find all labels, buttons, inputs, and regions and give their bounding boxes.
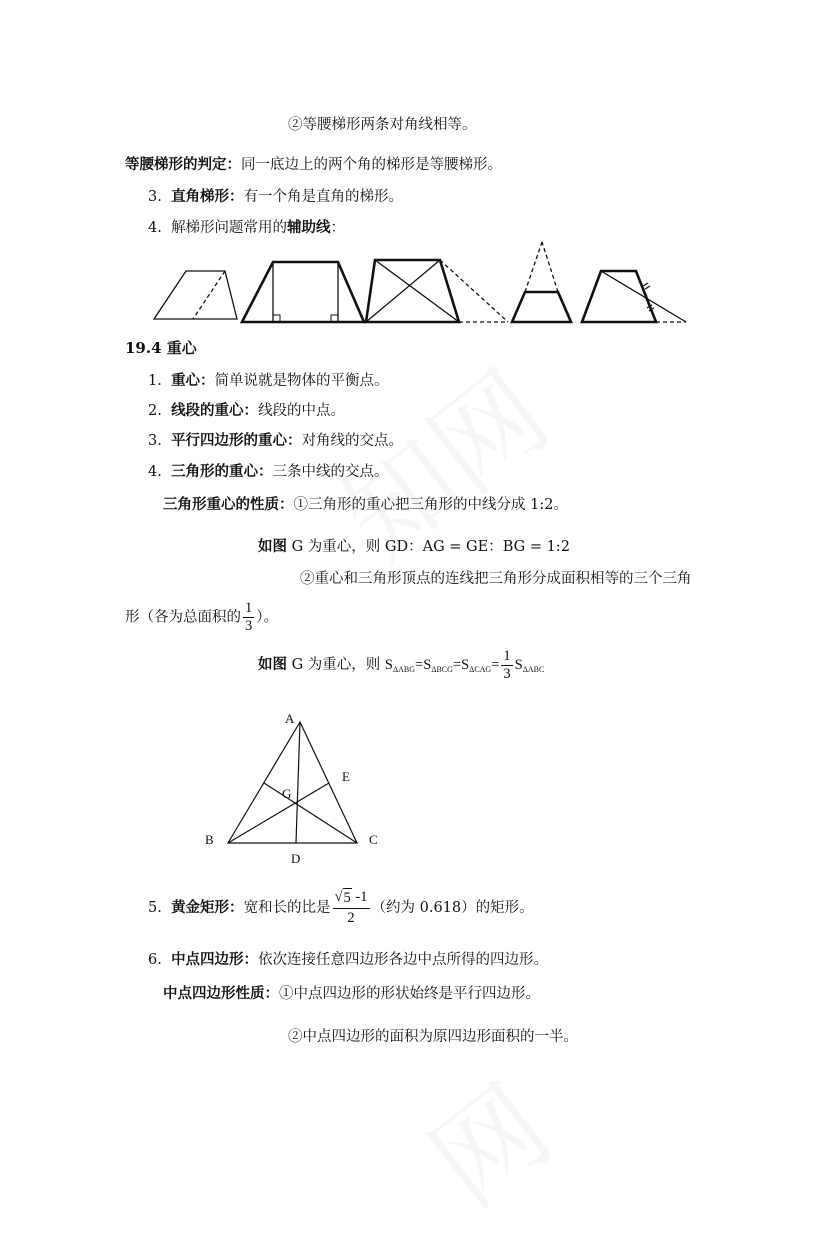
property-text: ）。 — [256, 609, 278, 626]
area-subscript: ΔBCG — [431, 665, 453, 674]
item-number: 4. — [148, 220, 162, 236]
fraction-denominator: 3 — [503, 666, 511, 683]
item-triangle-centroid — [148, 463, 389, 481]
item-centroid — [148, 372, 389, 390]
item-number: 3. — [148, 433, 162, 449]
item-label: 三角形的重心： — [171, 463, 273, 480]
equals-sign: = — [452, 657, 462, 673]
midpoint-property — [163, 985, 540, 1003]
label-c: C — [369, 832, 378, 847]
trapezoid-figures — [150, 240, 695, 332]
item-number: 2. — [148, 403, 162, 419]
item-label: 黄金矩形： — [171, 899, 244, 916]
property-text: ①中点四边形的形状始终是平行四边形。 — [279, 986, 540, 1002]
sqrt-five — [335, 888, 352, 908]
sqrt-radicand: 5 — [343, 890, 351, 906]
fraction-numerator: 1 — [503, 648, 511, 665]
label-e: E — [342, 769, 350, 784]
golden-ratio-fraction — [333, 888, 370, 928]
equals-sign: = — [491, 657, 500, 673]
isosceles-criterion — [125, 156, 502, 174]
area-subscript: ΔCAG — [469, 665, 492, 674]
item-number: 6. — [148, 952, 162, 968]
item-right-trapezoid — [148, 188, 403, 206]
item-number: 4. — [148, 464, 162, 480]
fraction-numerator: 1 — [245, 600, 253, 616]
centroid-property — [163, 496, 568, 514]
figure-note-label: 如图 — [258, 656, 287, 673]
property-text: 形（各为总面积的 — [125, 609, 241, 626]
figure-note-text: G 为重心，则 GD：AG = GE：BG = 1:2 — [287, 539, 570, 555]
item-text: 简单说就是物体的平衡点。 — [214, 373, 389, 389]
item-text: 对角线的交点。 — [301, 433, 404, 449]
label-d: D — [291, 851, 301, 866]
item-text: 有一个角是直角的梯形。 — [243, 189, 404, 205]
triangle-abc — [228, 722, 357, 843]
item-text: 解梯形问题常用的 — [171, 220, 288, 236]
golden-ratio-numerator — [333, 888, 370, 909]
area-symbol: S — [461, 657, 470, 673]
label-b: B — [205, 832, 214, 847]
item-auxiliary-lines — [148, 219, 345, 237]
property-area-continued — [125, 600, 278, 635]
item-number: 1. — [148, 373, 162, 389]
centroid-triangle-figure — [195, 705, 395, 870]
fraction-one-third — [243, 600, 254, 635]
isosceles-criterion-label: 等腰梯形的判定： — [125, 156, 241, 173]
area-subscript: ΔABC — [522, 665, 545, 674]
figure-diagonal-translation — [366, 260, 508, 322]
item-number: 5. — [148, 900, 162, 916]
item-label: 直角梯形： — [171, 188, 244, 205]
equals-sign: = — [415, 657, 424, 673]
figure-midpoint-extension — [582, 271, 686, 322]
item-colon: ： — [330, 220, 346, 236]
item-golden-rectangle — [148, 888, 534, 928]
line-isosceles-diagonals: ②等腰梯形两条对角线相等。 — [288, 117, 477, 133]
label-g: G — [282, 786, 292, 801]
midpoint-property-area: ②中点四边形的面积为原四边形面积的一半。 — [288, 1029, 578, 1045]
item-text: 宽和长的比是 — [243, 900, 331, 916]
figure-extend-legs — [512, 242, 571, 322]
area-symbol: S — [514, 657, 523, 673]
label-a: A — [285, 711, 295, 726]
item-text-tail: （约为 0.618）的矩形。 — [371, 900, 534, 916]
fraction-one-third — [501, 648, 512, 683]
item-number: 3. — [148, 189, 162, 205]
median-ad — [296, 722, 300, 843]
item-text: 线段的中点。 — [258, 403, 346, 419]
property-text: ①三角形的重心把三角形的中线分成 1:2。 — [293, 497, 568, 513]
section-title: 19.4 重心 — [125, 339, 197, 357]
item-label: 重心： — [171, 372, 215, 389]
area-formula — [384, 648, 545, 683]
item-text: 依次连接任意四边形各边中点所得的四边形。 — [258, 952, 549, 968]
item-parallelogram-centroid — [148, 432, 403, 450]
item-label: 线段的重心： — [171, 402, 259, 419]
item-label: 中点四边形： — [171, 951, 259, 968]
figure-parallel-translation — [154, 271, 237, 319]
figure-double-heights — [242, 262, 364, 322]
isosceles-criterion-text: 同一底边上的两个角的梯形是等腰梯形。 — [241, 157, 502, 173]
item-segment-centroid — [148, 402, 345, 420]
figure-note-area — [258, 648, 544, 687]
sqrt-symbol: √ — [334, 889, 343, 905]
minus-one: -1 — [351, 889, 368, 905]
watermark — [393, 1043, 577, 1235]
figure-note-label: 如图 — [258, 538, 287, 555]
area-symbol: S — [423, 657, 432, 673]
property-area: ②重心和三角形顶点的连线把三角形分成面积相等的三个三角 — [300, 571, 692, 587]
item-text: 三条中线的交点。 — [272, 464, 389, 480]
fraction-denominator: 3 — [245, 618, 253, 634]
golden-ratio-denominator: 2 — [347, 910, 355, 926]
figure-note-text: G 为重心，则 — [287, 657, 385, 673]
figure-note-ratio — [258, 538, 570, 556]
property-label: 中点四边形性质： — [163, 985, 279, 1002]
property-label: 三角形重心的性质： — [163, 496, 294, 513]
item-midpoint-quadrilateral — [148, 951, 548, 969]
area-subscript: ΔABG — [393, 665, 416, 674]
area-symbol: S — [384, 657, 393, 673]
item-bold: 辅助线 — [287, 219, 331, 236]
item-label: 平行四边形的重心： — [171, 432, 302, 449]
